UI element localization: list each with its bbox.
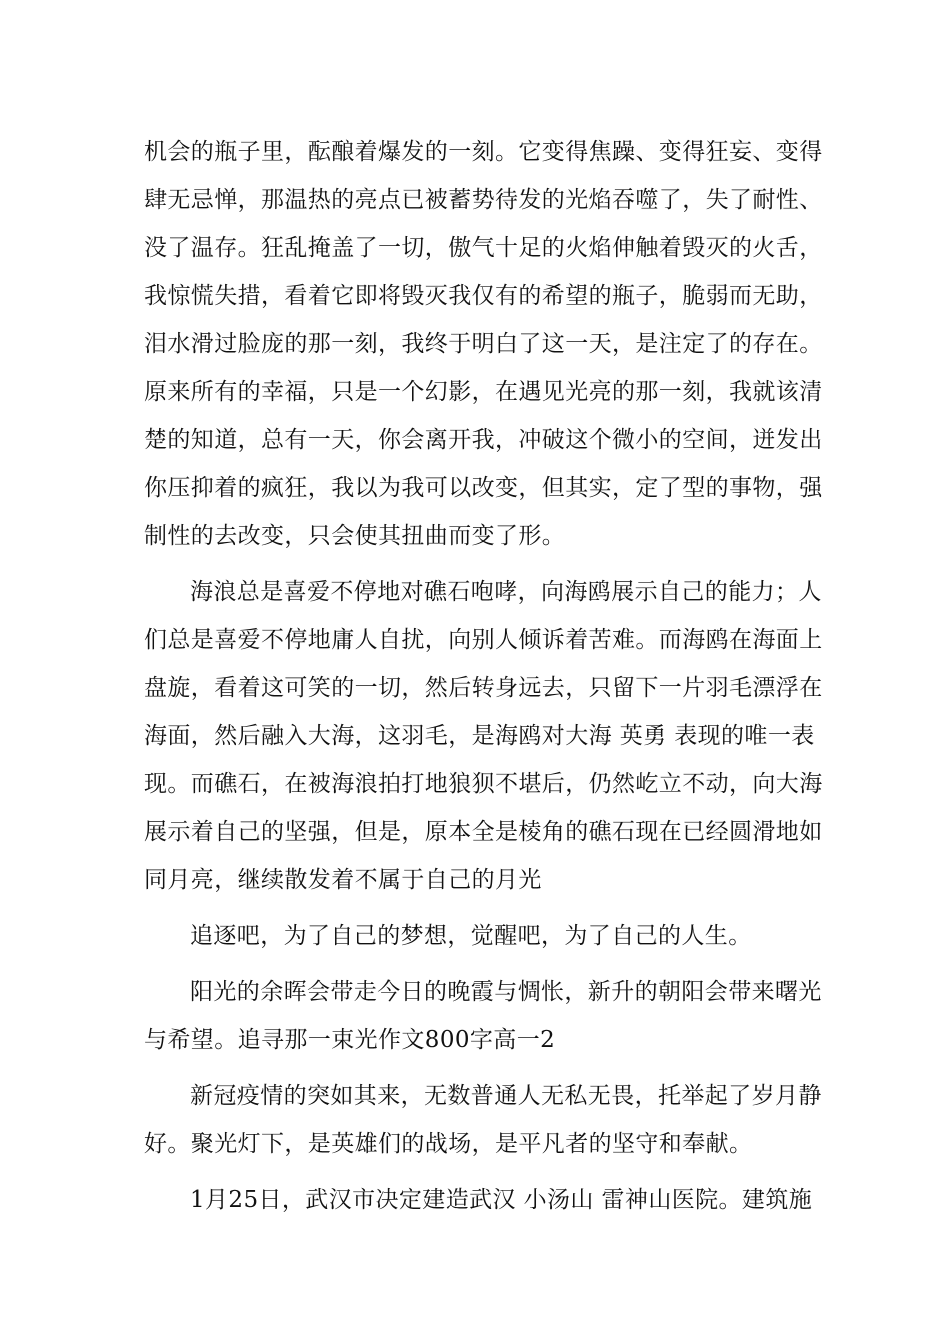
text-line: 展示着自己的坚强，但是，原本全是棱角的礁石现在已经圆滑地如 <box>144 819 823 845</box>
text-line: 肆无忌惮，那温热的亮点已被蓄势待发的光焰吞噬了，失了耐性、 <box>144 187 823 213</box>
text-line: 盘旋，看着这可笑的一切，然后转身远去，只留下一片羽毛漂浮在 <box>144 675 823 701</box>
text-line: 你压抑着的疯狂，我以为我可以改变，但其实，定了型的事物，强 <box>144 475 823 501</box>
text-line: 泪水滑过脸庞的那一刻，我终于明白了这一天，是注定了的存在。 <box>144 331 823 357</box>
text-line: 同月亮，继续散发着不属于自己的月光 <box>144 867 542 893</box>
text-line: 们总是喜爱不停地庸人自扰，向别人倾诉着苦难。而海鸥在海面上 <box>144 627 823 653</box>
paragraph-first-line: 1月25日，武汉市决定建造武汉 小汤山 雷神山医院。建筑施 <box>190 1187 813 1213</box>
text-line: 好。聚光灯下，是英雄们的战场，是平凡者的坚守和奉献。 <box>144 1131 753 1157</box>
text-line: 海面，然后融入大海，这羽毛，是海鸥对大海 英勇 表现的唯一表 <box>144 723 815 749</box>
text-line: 现。而礁石，在被海浪拍打地狼狈不堪后，仍然屹立不动，向大海 <box>144 771 823 797</box>
text-line: 没了温存。狂乱掩盖了一切，傲气十足的火焰伸触着毁灭的火舌， <box>144 235 823 261</box>
text-line: 机会的瓶子里，酝酿着爆发的一刻。它变得焦躁、变得狂妄、变得 <box>144 139 823 165</box>
paragraph-first-line: 海浪总是喜爱不停地对礁石咆哮，向海鸥展示自己的能力；人 <box>190 579 822 605</box>
text-line: 与希望。追寻那一束光作文800字高一2 <box>144 1027 556 1053</box>
text-line: 制性的去改变，只会使其扭曲而变了形。 <box>144 523 566 549</box>
text-line: 我惊慌失措，看着它即将毁灭我仅有的希望的瓶子，脆弱而无助， <box>144 283 823 309</box>
paragraph-first-line: 追逐吧，为了自己的梦想，觉醒吧，为了自己的人生。 <box>190 923 752 949</box>
paragraph-first-line: 阳光的余晖会带走今日的晚霞与惆怅，新升的朝阳会带来曙光 <box>190 979 822 1005</box>
paragraph-first-line: 新冠疫情的突如其来，无数普通人无私无畏，托举起了岁月静 <box>190 1083 822 1109</box>
text-line: 原来所有的幸福，只是一个幻影，在遇见光亮的那一刻，我就该清 <box>144 379 823 405</box>
text-line: 楚的知道，总有一天，你会离开我，冲破这个微小的空间，迸发出 <box>144 427 823 453</box>
